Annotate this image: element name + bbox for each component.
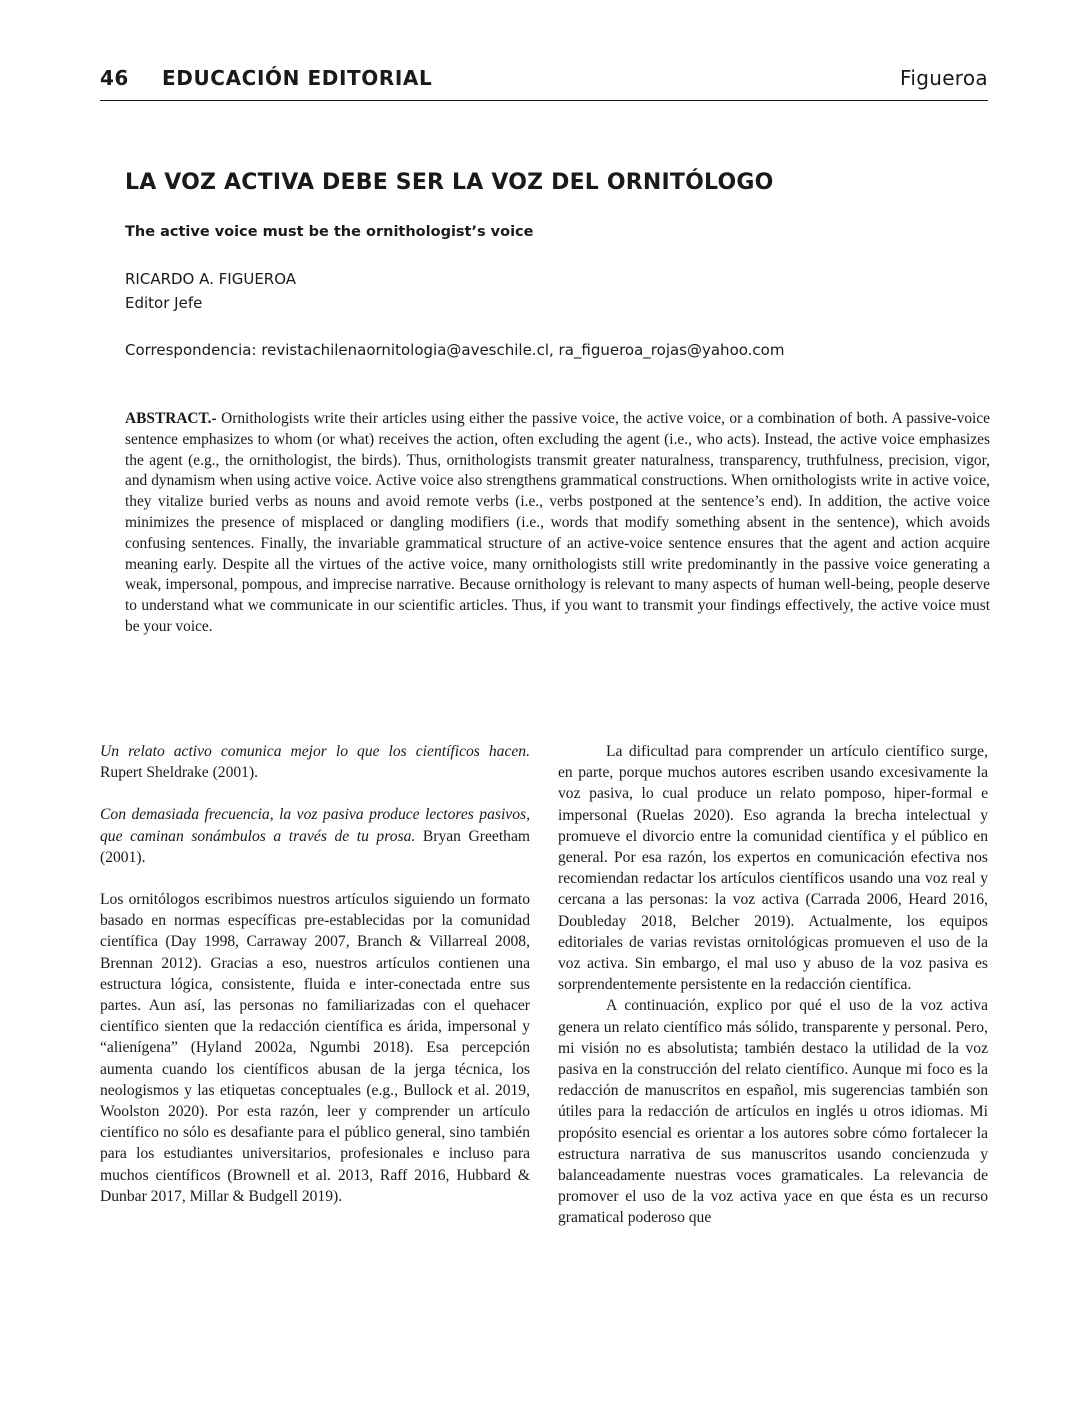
- abstract: [125, 409, 990, 638]
- epigraph-2-quote: Con demasiada frecuencia, la voz pasiva produce lectores pasivos, que caminan sonámbulos a través de tu prosa.: [100, 806, 530, 845]
- correspondence-line: Correspondencia: revistachilenaornitologia@aveschile.cl, ra_figueroa_rojas@yahoo.com: [125, 341, 785, 359]
- author-role: Editor Jefe: [125, 294, 203, 312]
- epigraph-2: [100, 804, 530, 868]
- body-paragraph-3: A continuación, explico por qué el uso de la voz activa genera un relato científico más sólido, transparente y personal. Pero, mi visión no es absolutista; también destaco la utilidad de la voz pasiva en la construcción del relato científico. Aunque mi foco es la redacción de manuscritos en español, mis sugerencias también son útiles para la redacción de artículos en inglés u otros idiomas. Mi propósito esencial es orientar a los autores sobre cómo fortalecer la estructura narrativa de sus manuscritos usando concienzuda y balanceadamente nuestras voces gramaticales. La relevancia de promover el uso de la voz activa yace en que ésta es un recurso gramatical poderoso que: [558, 997, 988, 1227]
- journal-section-title: EDUCACIÓN EDITORIAL: [162, 66, 433, 90]
- body-paragraph-2: La dificultad para comprender un artículo científico surge, en parte, porque muchos autores escriben usando excesivamente la voz pasiva, lo cual produce un relato pomposo, hiper-formal e impersonal (Ruelas 2020). Eso agranda la brecha intelectual y promueve el divorcio entre la comunidad científica y el público en general. Por esa razón, los expertos en comunicación efectiva nos recomiendan redactar los artículos científicos usando una voz real y cercana a las personas: la voz activa (Carrada 2006, Heard 2016, Doubleday 2018, Belcher 2019). Actualmente, los equipos editoriales de varias revistas ornitológicas promueven el uso de la voz activa. Sin embargo, el mal uso y abuso de la voz pasiva es sorprendentemente persistente en la redacción científica.: [558, 743, 988, 994]
- abstract-text: Ornithologists write their articles using either the passive voice, the active voice, or a combination of both. A passive-voice sentence emphasizes to whom (or what) receives the action, often excluding the agent (i.e., who acts). Instead, the active voice emphasizes the agent (e.g., the ornithologist, the birds). Thus, ornithologists transmit greater naturalness, transparency, truthfulness, precision, vigor, and dynamism when using active voice. Active voice also strengthens grammatical constructions. When ornithologists write in active voice, they vitalize buried verbs as nouns and avoid remote verbs (i.e., verbs postponed at the sentence’s end). In addition, the active voice minimizes the presence of misplaced or dangling modifiers (i.e., words that modify something absent in the sentence), which avoids confusing sentences. Finally, the invariable grammatical structure of an active-voice sentence ensures that the agent and action acquire meaning early. Despite all the virtues of the active voice, many ornithologists still write predominantly in the passive voice generating a weak, impersonal, pompous, and imprecise narrative. Because ornithology is relevant to many aspects of human well-being, people deserve to understand what we communicate in our scientific articles. Thus, if you want to transmit your findings effectively, the active voice must be your voice.: [125, 410, 990, 635]
- body-paragraph-1: Los ornitólogos escribimos nuestros artículos siguiendo un formato basado en normas específicas pre-establecidas por la comunidad científica (Day 1998, Carraway 2007, Branch & Villarreal 2008, Brennan 2012). Gracias a eso, nuestros artículos contienen una estructura lógica, consistente, fluida e inter-conectada entre sus partes. Aun así, las personas no familiarizadas con el quehacer científico sienten que la redacción científica es árida, impersonal y “alienígena” (Hyland 2002a, Ngumbi 2018). Esa percepción aumenta cuando los científicos abusan de la jerga técnica, los neologismos y las etiquetas conceptuales (e.g., Bullock et al. 2019, Woolston 2020). Por esta razón, leer y comprender un artículo científico no sólo es desafiante para el público general, sino también para los estudiantes universitarios, profesionales e incluso para muchos científicos (Brownell et al. 2013, Raff 2016, Hubbard & Dunbar 2017, Millar & Budgell 2019).: [100, 891, 530, 1205]
- epigraph-1-quote: Un relato activo comunica mejor lo que los científicos hacen.: [100, 743, 530, 760]
- epigraph-2-source: Bryan Greetham (2001).: [100, 827, 531, 866]
- body-column-left: [100, 741, 530, 1207]
- article-subtitle: The active voice must be the ornithologist’s voice: [125, 224, 534, 240]
- running-author: Figueroa: [900, 66, 988, 90]
- epigraph-1-source: Rupert Sheldrake (2001).: [100, 764, 259, 782]
- running-header: [100, 66, 988, 96]
- page-number: 46: [100, 66, 129, 90]
- abstract-label: ABSTRACT.-: [125, 410, 217, 427]
- body-column-right: [558, 741, 988, 1229]
- epigraph-1: [100, 741, 530, 783]
- header-rule: [100, 100, 988, 101]
- article-title: LA VOZ ACTIVA DEBE SER LA VOZ DEL ORNITÓLOGO: [125, 170, 774, 195]
- author-name: RICARDO A. FIGUEROA: [125, 270, 297, 288]
